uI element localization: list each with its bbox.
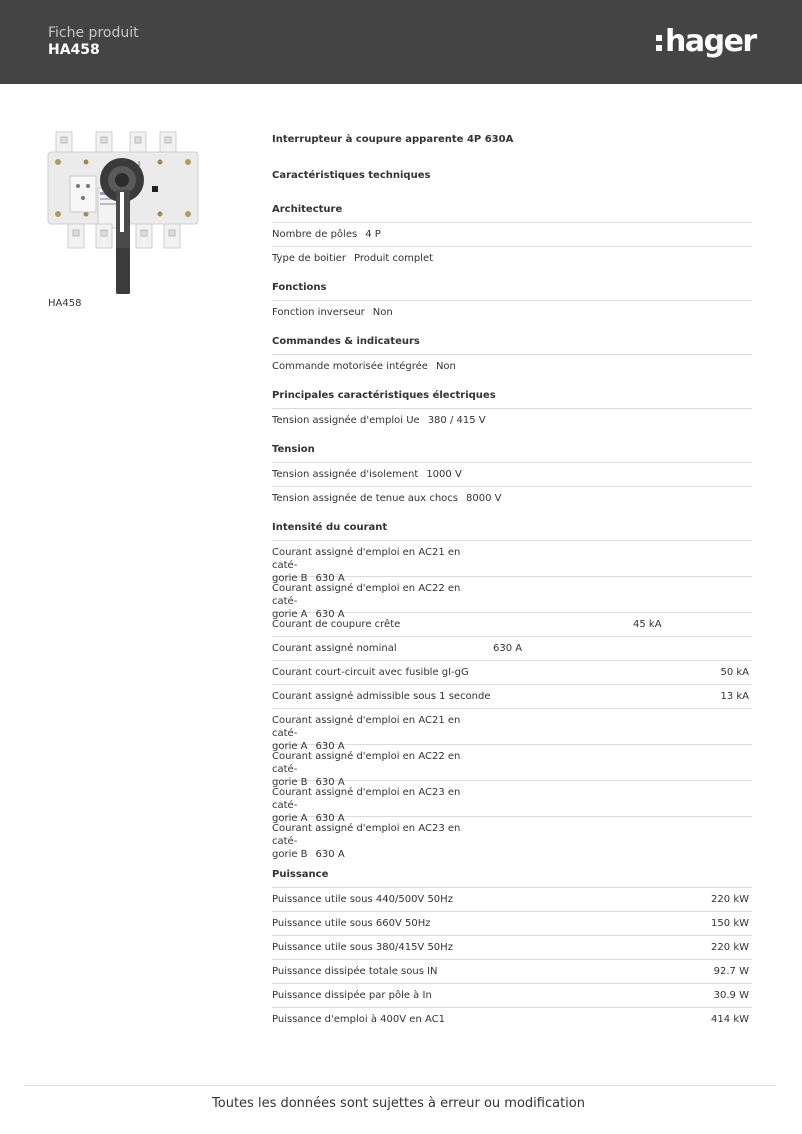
spec-value: 630 A	[315, 849, 345, 860]
spec-label: Courant assigné d'emploi en AC22 en caté-	[272, 751, 461, 775]
spec-value: 630 A	[493, 643, 523, 654]
spec-row	[272, 936, 752, 960]
spec-label: Puissance utile sous 440/500V 50Hz	[272, 894, 453, 905]
footer-disclaimer: Toutes les données sont sujettes à erreur ou modification	[212, 1096, 585, 1111]
spec-label-cont: gorie B	[272, 573, 308, 584]
hager-logo	[656, 22, 756, 62]
header-title: HA458	[48, 42, 100, 58]
spec-label: Courant assigné admissible sous 1 seconde	[272, 691, 491, 702]
section-intensite	[272, 518, 752, 860]
spec-row	[272, 577, 752, 620]
spec-content	[272, 130, 752, 1031]
spec-value: 220 kW	[711, 942, 749, 953]
header-subtitle: Fiche produit	[48, 25, 139, 41]
footer-divider	[24, 1085, 776, 1086]
spec-label: Puissance utile sous 660V 50Hz	[272, 918, 431, 929]
spec-value: 630 A	[315, 813, 345, 824]
spec-row	[272, 984, 752, 1008]
spec-label-cont: gorie A	[272, 813, 308, 824]
spec-value: 50 kA	[720, 667, 749, 678]
spec-label: Type de boitier	[272, 253, 347, 264]
spec-label: Courant assigné nominal	[272, 643, 397, 654]
spec-row	[272, 637, 752, 661]
spec-row	[272, 661, 752, 685]
section-title: Architecture	[272, 200, 752, 223]
product-image	[46, 128, 200, 298]
svg-text:O: O	[104, 166, 110, 174]
spec-row	[272, 1008, 752, 1031]
spec-value: 1000 V	[426, 469, 462, 480]
logo-wordmark: hager	[665, 24, 756, 59]
spec-label-cont: gorie A	[272, 741, 308, 752]
spec-value: Non	[372, 307, 393, 318]
spec-row	[272, 487, 752, 510]
spec-value: 630 A	[315, 573, 345, 584]
spec-row	[272, 817, 752, 860]
spec-row	[272, 912, 752, 936]
tech-heading: Caractéristiques techniques	[272, 170, 431, 181]
spec-label: Courant assigné d'emploi en AC22 en caté-	[272, 583, 461, 607]
spec-label: Courant assigné d'emploi en AC23 en caté-	[272, 823, 461, 847]
section-title: Intensité du courant	[272, 518, 752, 541]
spec-label: Puissance dissipée par pôle à In	[272, 990, 432, 1001]
spec-value: 8000 V	[466, 493, 502, 504]
section-architecture	[272, 200, 752, 270]
spec-row	[272, 888, 752, 912]
spec-row	[272, 781, 752, 824]
spec-value: 220 kW	[711, 894, 749, 905]
section-title: Commandes & indicateurs	[272, 332, 752, 355]
spec-value: 414 kW	[711, 1014, 749, 1025]
product-caption: HA458	[48, 298, 82, 309]
spec-value: Produit complet	[354, 253, 434, 264]
spec-label: Tension assignée d'emploi Ue	[272, 415, 420, 426]
spec-label: Courant assigné d'emploi en AC21 en caté-	[272, 547, 461, 571]
spec-row	[272, 355, 752, 378]
section-puissance	[272, 865, 752, 1031]
spec-value: 4 P	[365, 229, 381, 240]
spec-row	[272, 463, 752, 487]
section-fonctions	[272, 278, 752, 324]
spec-row	[272, 247, 752, 270]
spec-value: 45 kA	[633, 619, 662, 630]
spec-label: Puissance dissipée totale sous IN	[272, 966, 438, 977]
spec-value: 630 A	[315, 609, 345, 620]
spec-value: 630 A	[315, 777, 345, 788]
section-title: Fonctions	[272, 278, 752, 301]
section-electriques	[272, 386, 752, 432]
spec-value: 380 / 415 V	[427, 415, 486, 426]
spec-value: Non	[435, 361, 456, 372]
spec-row	[272, 541, 752, 584]
spec-value: 630 A	[315, 741, 345, 752]
spec-label: Puissance utile sous 380/415V 50Hz	[272, 942, 453, 953]
spec-row	[272, 301, 752, 324]
spec-value: 30.9 W	[713, 990, 749, 1001]
spec-label: Courant court-circuit avec fusible gI-gG	[272, 667, 469, 678]
svg-text:I: I	[138, 160, 141, 168]
spec-label: Tension assignée d'isolement	[272, 469, 419, 480]
spec-label-cont: gorie B	[272, 777, 308, 788]
spec-label: Puissance d'emploi à 400V en AC1	[272, 1014, 445, 1025]
spec-label: Courant de coupure crête	[272, 619, 401, 630]
section-title: Principales caractéristiques électriques	[272, 386, 752, 409]
spec-row	[272, 685, 752, 709]
spec-label: Courant assigné d'emploi en AC23 en caté-	[272, 787, 461, 811]
spec-value: 150 kW	[711, 918, 749, 929]
spec-label-cont: gorie B	[272, 849, 308, 860]
spec-row	[272, 709, 752, 752]
section-tension	[272, 440, 752, 510]
spec-label: Fonction inverseur	[272, 307, 365, 318]
section-title: Puissance	[272, 865, 752, 888]
page-header	[0, 0, 802, 84]
spec-label: Tension assignée de tenue aux chocs	[272, 493, 459, 504]
product-name: Interrupteur à coupure apparente 4P 630A	[272, 134, 514, 145]
spec-value: 92.7 W	[713, 966, 749, 977]
spec-row	[272, 613, 752, 637]
spec-label: Courant assigné d'emploi en AC21 en caté-	[272, 715, 461, 739]
spec-label: Nombre de pôles	[272, 229, 358, 240]
spec-row	[272, 223, 752, 247]
logo-dots-icon	[656, 35, 662, 51]
section-commandes	[272, 332, 752, 378]
spec-row	[272, 745, 752, 788]
section-title: Tension	[272, 440, 752, 463]
spec-label-cont: gorie A	[272, 609, 308, 620]
spec-row	[272, 409, 752, 432]
spec-row	[272, 960, 752, 984]
spec-label: Commande motorisée intégrée	[272, 361, 428, 372]
spec-value: 13 kA	[720, 691, 749, 702]
